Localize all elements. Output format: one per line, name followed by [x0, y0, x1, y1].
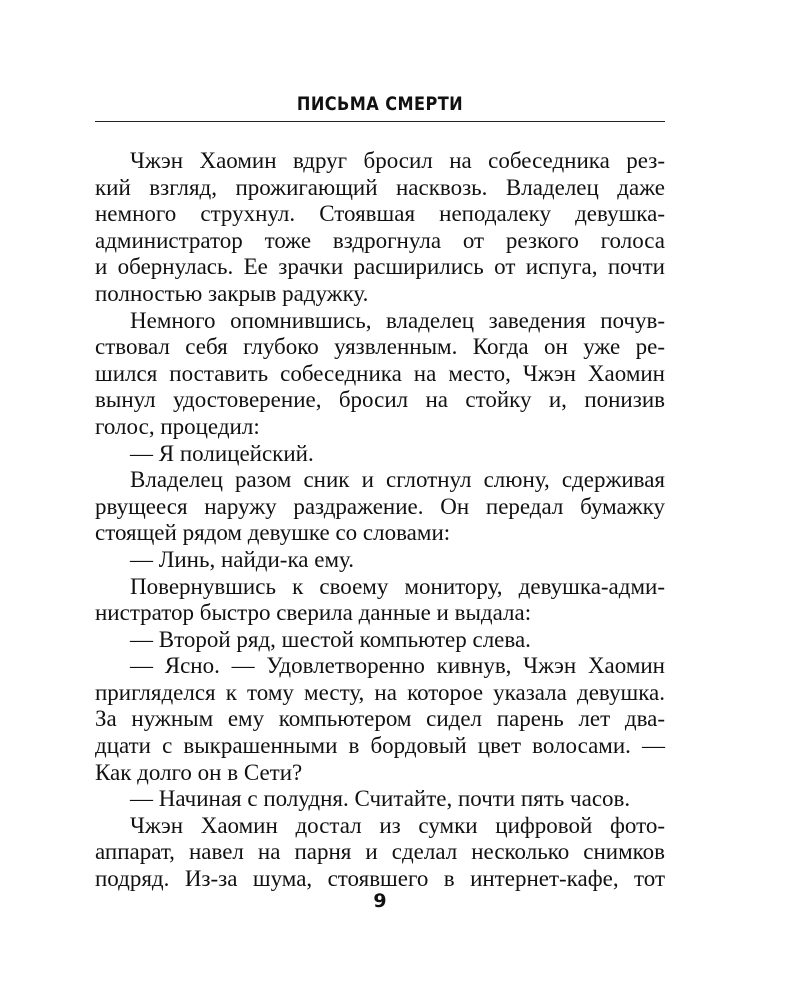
paragraph: [95, 653, 665, 786]
paragraph: [95, 813, 665, 893]
text-line: Владелец разом сник и сглотнул слюну, сдерживая: [130, 467, 665, 493]
text-line: голос, процедил:: [95, 413, 260, 439]
text-line: нистратор быстро сверила данные и выдала:: [95, 600, 532, 626]
body-text: [95, 148, 665, 893]
text-line: пригляделся к тому месту, на которое указала девушка.: [95, 679, 665, 705]
text-line: администратор тоже вздрогнула от резкого голоса: [95, 227, 665, 253]
paragraph: [95, 786, 665, 813]
text-line: Чжэн Хаомин достал из сумки цифровой фото-: [130, 812, 665, 838]
running-head-title: ПИСЬМА СМЕРТИ: [296, 93, 464, 115]
text-line: — Второй ряд, шестой компьютер слева.: [130, 626, 531, 652]
text-line: Немного опомнившись, владелец заведения почув-: [130, 307, 665, 333]
text-line: — Линь, найди-ка ему.: [130, 546, 354, 572]
paragraph: [95, 308, 665, 441]
paragraph: [95, 148, 665, 308]
text-line: и обернулась. Ее зрачки расширились от испуга, почти: [95, 254, 665, 280]
header-rule: [95, 121, 665, 122]
paragraph: [95, 467, 665, 547]
text-line: немного струхнул. Стоявшая неподалеку девушка-: [95, 201, 665, 227]
text-line: рвущееся наружу раздражение. Он передал бумажку: [95, 493, 665, 519]
text-line: вынул удостоверение, бросил на стойку и, понизив: [95, 387, 665, 413]
text-line: Повернувшись к своему монитору, девушка-адми-: [130, 573, 665, 599]
text-line: дцати с выкрашенными в бордовый цвет волосами. —: [95, 733, 665, 759]
paragraph: [95, 574, 665, 627]
text-line: кий взгляд, прожигающий насквозь. Владелец даже: [95, 174, 665, 200]
text-line: Чжэн Хаомин вдруг бросил на собеседника рез-: [130, 148, 665, 173]
text-line: аппарат, навел на парня и сделал несколько снимков: [95, 839, 665, 865]
text-line: — Начиная с полудня. Считайте, почти пять часов.: [130, 786, 631, 812]
text-line: шился поставить собеседника на место, Чжэн Хаомин: [95, 360, 665, 386]
paragraph: [95, 441, 665, 468]
text-line: стоящей рядом девушке со словами:: [95, 520, 451, 546]
text-line: полностью закрыв радужку.: [95, 280, 369, 306]
text-line: подряд. Из-за шума, стоявшего в интернет-кафе, тот: [95, 866, 665, 892]
text-line: — Ясно. — Удовлетворенно кивнув, Чжэн Хаомин: [130, 653, 665, 679]
text-line: За нужным ему компьютером сидел парень лет два-: [95, 706, 665, 732]
text-line: ствовал себя глубоко уязвленным. Когда он уже ре-: [95, 334, 665, 360]
paragraph: [95, 547, 665, 574]
text-line: — Я полицейский.: [130, 440, 314, 466]
page-number: 9: [373, 890, 387, 912]
text-line: Как долго он в Сети?: [95, 759, 303, 785]
paragraph: [95, 627, 665, 654]
